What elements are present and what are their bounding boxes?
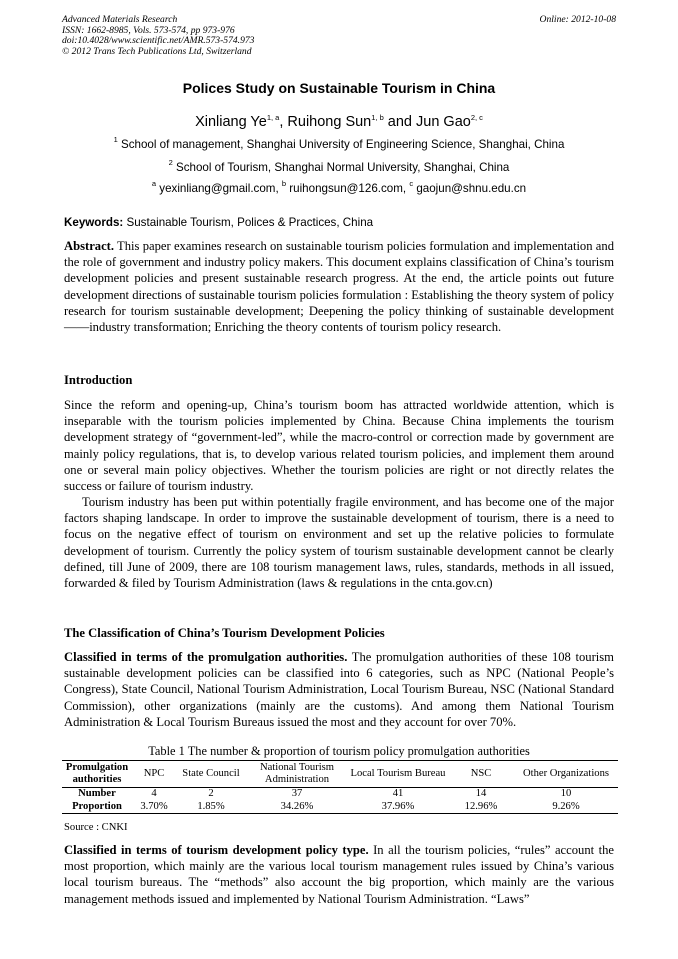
- affiliation-text: School of Tourism, Shanghai Normal University, Shanghai, China: [176, 161, 510, 174]
- keywords-text: Sustainable Tourism, Polices & Practices, China: [123, 216, 374, 229]
- paragraph-text: In all the tourism policies, “rules” account the most proportion, which mainly are the various local tourism management rules issued by China’s various local tourism bureaus. The “methods” also account the big proportion, which mainly are the various management methods issued and implemented by National Tourism Administration. “Laws”: [64, 843, 614, 906]
- table-header-cell: NPC: [143, 768, 165, 779]
- keywords-label: Keywords:: [64, 216, 124, 229]
- classification-paragraph-1: [64, 649, 614, 730]
- online-date: Online: 2012-10-08: [539, 14, 616, 25]
- table-cell: 41: [392, 788, 404, 799]
- introduction-heading: Introduction: [64, 373, 133, 387]
- table-row: [62, 788, 618, 801]
- affiliation-text: School of management, Shanghai University of Engineering Science, Shanghai, China: [120, 138, 565, 151]
- affiliation-number: 1: [113, 135, 118, 144]
- table-caption: Table 1 The number & proportion of tourism policy promulgation authorities: [148, 744, 530, 758]
- table-header-cell: Promulgation authorities: [65, 762, 129, 785]
- author-name: Ruihong Sun: [287, 114, 372, 130]
- table-cell: 10: [560, 788, 572, 799]
- email-address[interactable]: gaojun@shnu.edu.cn: [416, 182, 527, 195]
- author-name: Xinliang Ye: [195, 114, 267, 130]
- author-name: Jun Gao: [416, 114, 471, 130]
- table-cell: 12.96%: [464, 800, 498, 812]
- table-row-label: Number: [78, 788, 116, 799]
- paragraph-text: The promulgation authorities of these 108 tourism sustainable development policies can be classified into 6 categories, such as NPC (National People’s Congress), State Council, National Tourism Administration, Local Tourism Bureau, NSC (National Standard Commission), other organizations (mainly are the customs). And among them National Tourism Administration & Local Tourism Bureaus issued the most and they account for over 70%.: [64, 650, 614, 729]
- journal-issn: ISSN: 1662-8985, Vols. 573-574, pp 973-976: [62, 24, 235, 36]
- table-cell: 37: [291, 788, 303, 799]
- table-source: Source : CNKI: [64, 822, 128, 833]
- abstract-text: This paper examines research on sustainable tourism policies formulation and implementation and the role of government and industry policy makers. This document explains classification of China’s tourism development policies and present sustainable research progress. At the end, the article points out future development directions of sustainable tourism policies formulation : Establishing the theory system of policy research for tourism sustainable development; Deepening the policy thinking of sustainable development——industry transformation; Enriching the theory contents of tourism policy research.: [64, 239, 614, 335]
- author-separator: and: [383, 114, 417, 130]
- table-header-cell: National Tourism Administration: [259, 762, 335, 785]
- email-superscript: c: [409, 179, 414, 188]
- affiliation-number: 2: [168, 158, 173, 167]
- email-superscript: a: [151, 179, 157, 188]
- table-cell: 14: [475, 788, 487, 799]
- table-header-cell: Local Tourism Bureau: [350, 768, 446, 779]
- table-header-cell: Other Organizations: [522, 768, 609, 779]
- table-row-label: Proportion: [72, 800, 122, 812]
- email-address[interactable]: ruihongsun@126.com,: [289, 182, 410, 195]
- table-cell: 37.96%: [381, 800, 415, 812]
- author-line: [0, 114, 678, 130]
- abstract-label: Abstract.: [64, 239, 115, 253]
- author-superscript: 1, a: [266, 113, 280, 122]
- journal-doi: doi:10.4028/www.scientific.net/AMR.573-574.973: [62, 35, 255, 47]
- classification-heading: The Classification of China’s Tourism Development Policies: [64, 626, 385, 640]
- table-header-cell: State Council: [182, 768, 240, 779]
- journal-name: Advanced Materials Research: [62, 14, 178, 25]
- table-cell: 3.70%: [140, 800, 168, 812]
- author-separator: ,: [279, 114, 288, 130]
- paper-title: Polices Study on Sustainable Tourism in China: [182, 80, 496, 96]
- author-emails: [0, 179, 678, 195]
- authorities-table: [62, 760, 618, 814]
- journal-copyright: © 2012 Trans Tech Publications Ltd, Switzerland: [62, 45, 252, 57]
- table-cell: 1.85%: [197, 800, 225, 812]
- introduction-paragraph-2: Tourism industry has been put within potentially fragile environment, and has become one of the major factors shaping landscape. In order to improve the sustainable development of tourism, there is a need to focus on the negative effect of tourism on environment and set up the relative policies to formulate development of tourism. Currently the policy system of tourism sustainable development cannot be clearly defined, till June of 2009, there are 108 tourism management laws, rules, standards, methods in all issued, forwarded & filed by Tourism Administration (laws & regulations in the cnta.gov.cn): [64, 495, 614, 591]
- abstract: [64, 238, 614, 335]
- email-address[interactable]: yexinliang@gmail.com,: [159, 182, 282, 195]
- table-cell: 2: [208, 788, 214, 799]
- paragraph-lead: Classified in terms of the promulgation authorities.: [64, 650, 348, 664]
- email-superscript: b: [281, 179, 287, 188]
- author-superscript: 2, c: [470, 113, 483, 122]
- table-row: [62, 801, 618, 814]
- classification-paragraph-2: [64, 842, 614, 907]
- introduction-paragraph-1: Since the reform and opening-up, China’s tourism boom has attracted worldwide attention, which is inseparable with the tourism policies implemented by China. Because China implements the tourism development strategy of “government-led”, while the macro-control or correction made by government are mainly policy regulations, that is, to develop various related tourism policies, and implement them around one or several main policy objectives. Whether the tourism policies are right or not directly relates the success or failure of tourism industry.: [64, 398, 614, 494]
- journal-header: [62, 15, 618, 57]
- affiliation-2: [0, 158, 678, 174]
- author-superscript: 1, b: [371, 113, 384, 122]
- affiliation-1: [0, 135, 678, 151]
- paragraph-lead: Classified in terms of tourism development policy type.: [64, 843, 369, 857]
- keywords: [64, 216, 373, 229]
- table-cell: 34.26%: [280, 800, 314, 812]
- table-header-cell: NSC: [470, 768, 492, 779]
- table-cell: 4: [151, 788, 157, 799]
- table-header-row: [62, 761, 618, 788]
- table-cell: 9.26%: [552, 800, 580, 812]
